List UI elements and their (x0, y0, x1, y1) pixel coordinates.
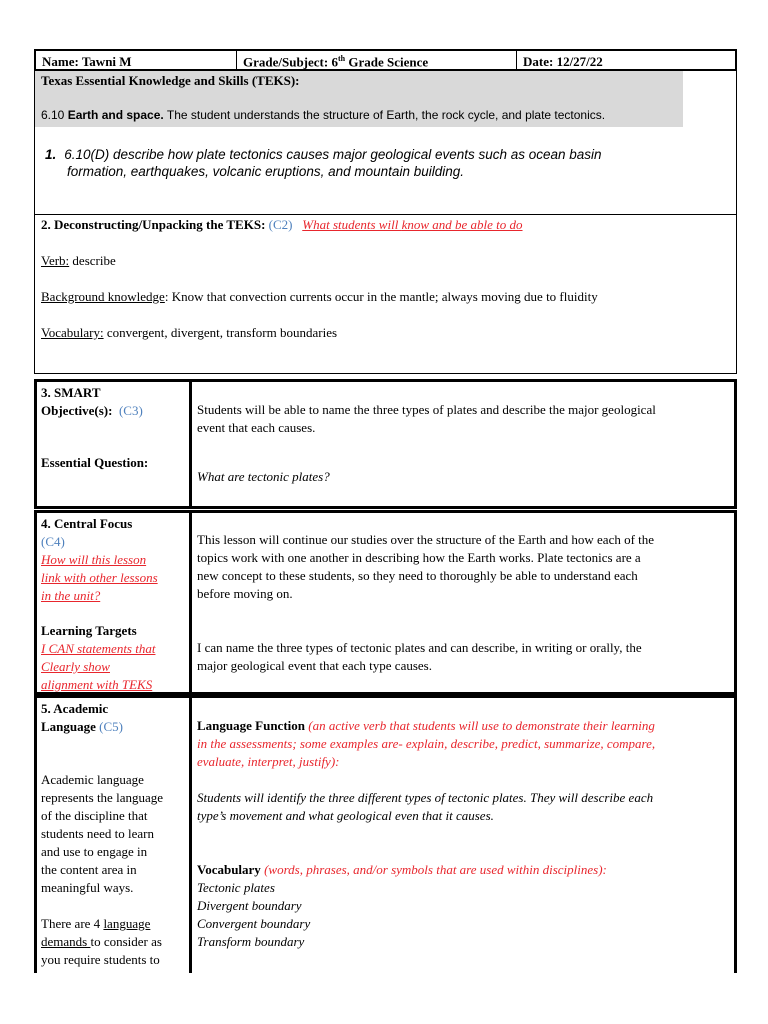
academic-language-title: 5. Academic (41, 701, 109, 716)
decon-heading: 2. Deconstructing/Unpacking the TEKS: (C2) What students will know and be able to do (41, 217, 523, 232)
central-focus-label-cell (37, 513, 192, 692)
teks-section (34, 71, 737, 215)
vocab-item: Divergent boundary (197, 898, 302, 913)
academic-language-label-cell (37, 698, 192, 973)
learning-targets-label: Learning Targets (41, 623, 137, 638)
central-focus-content-cell (192, 513, 734, 692)
language-demands-text: There are 4 language demands to consider as you require students to (41, 916, 162, 967)
smart-section (34, 379, 737, 509)
academic-language-section (34, 695, 737, 973)
academic-language-content-cell (192, 698, 734, 973)
vocabulary-block: Vocabulary (words, phrases, and/or symbols that are used within disciplines): Tectonic plates Divergent boundary Convergent boundary Transform boundary (197, 862, 607, 949)
vocab-item: Convergent boundary (197, 916, 311, 931)
central-focus-code: (C4) (41, 534, 65, 549)
academic-language-description: Academic language represents the language of the discipline that students need to learn and use to engage in the content area in meaningful ways. (41, 772, 164, 895)
smart-content-cell (192, 382, 734, 506)
smart-label-cell (37, 382, 192, 506)
objective-label: Objective(s): (C3) (41, 403, 143, 418)
objective-text: Students will be able to name the three types of plates and describe the major geological event that each causes. (197, 402, 656, 435)
teks-standard: 6.10 Earth and space. The student understands the structure of Earth, the rock cycle, and plate tectonics. (41, 108, 606, 122)
vocab-item: Tectonic plates (197, 880, 275, 895)
language-function-block: Language Function (an active verb that students will use to demonstrate their learning in the assessments; some examples are- explain, describe, predict, summarize, compare, evaluate, interpret, justify): (197, 718, 656, 769)
name-field: Name: Tawni M (36, 51, 237, 69)
smart-title: 3. SMART (41, 385, 101, 400)
central-focus-prompt: How will this lesson link with other lessons in the unit? (41, 552, 158, 603)
teks-heading: Texas Essential Knowledge and Skills (TEKS): (41, 73, 300, 88)
learning-targets-prompt: I CAN statements that Clearly show alignment with TEKS (41, 641, 156, 692)
header-row (34, 49, 737, 71)
learning-target-text: I can name the three types of tectonic plates and can describe, in writing or orally, the major geological event that each type causes. (197, 640, 642, 673)
central-focus-title: 4. Central Focus (41, 516, 133, 531)
central-focus-section (34, 510, 737, 695)
teks-item: 1. 6.10(D) describe how plate tectonics causes major geological events such as ocean basin formation, earthquakes, volcanic eruptions, and mountain building. (45, 147, 602, 179)
essential-question-label: Essential Question: (41, 455, 149, 470)
verb-line: Verb: describe (41, 253, 116, 268)
central-focus-text: This lesson will continue our studies over the structure of the Earth and how each of the topics work with one another in describing how the Earth works. Plate tectonics are a new concept to these students, so they need to thoroughly be able to understand each before moving on. (197, 532, 655, 601)
background-knowledge-line: Background knowledge: Know that convection currents occur in the mantle; always moving due to fluidity (41, 289, 598, 304)
vocab-item: Transform boundary (197, 934, 305, 949)
language-function-answer: Students will identify the three different types of tectonic plates. They will describe each type’s movement and what geological even that it causes. (197, 790, 654, 823)
essential-question-text: What are tectonic plates? (197, 469, 330, 484)
vocabulary-line: Vocabulary: convergent, divergent, transform boundaries (41, 325, 338, 340)
academic-language-label: Language (C5) (41, 719, 123, 734)
deconstructing-section (34, 215, 737, 374)
grade-subject-field: Grade/Subject: 6th Grade Science (237, 51, 517, 69)
date-field: Date: 12/27/22 (523, 54, 603, 69)
